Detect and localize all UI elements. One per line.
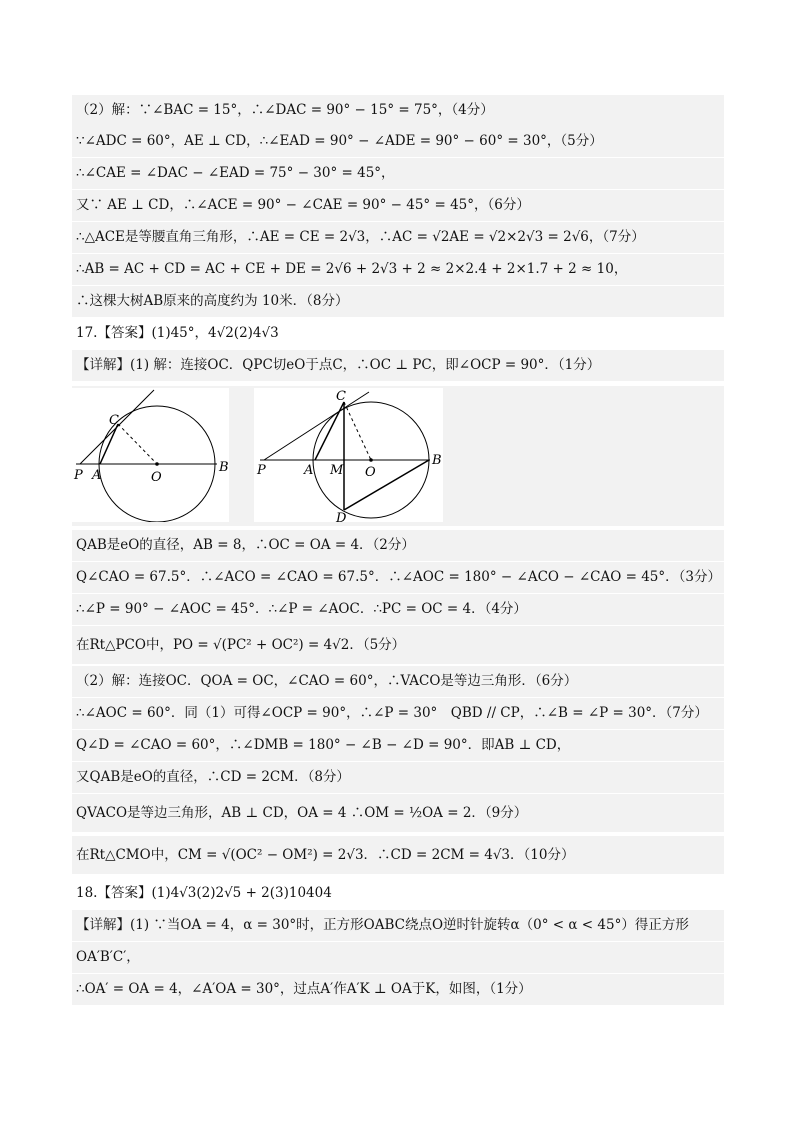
- label-b: B: [432, 453, 442, 468]
- text-line: OA′B′C′，: [72, 942, 724, 973]
- text-line: 又∵ AE ⊥ CD，∴∠ACE = 90° − ∠CAE = 90° − 45° = 45°，（6分）: [72, 190, 724, 221]
- text-line: QAB是eO的直径，AB = 8，∴OC = OA = 4．（2分）: [72, 530, 724, 561]
- text-line: ∴∠CAE = ∠DAC − ∠EAD = 75° − 30° = 45°，: [72, 158, 724, 189]
- answer-heading-18: 18.【答案】(1)4√3(2)2√5 + 2(3)10404: [72, 878, 724, 909]
- text-line: Q∠D = ∠CAO = 60°，∴∠DMB = 180° − ∠B − ∠D = 90°．即AB ⊥ CD，: [72, 730, 724, 761]
- label-m: M: [330, 463, 344, 478]
- text-line: （2）解：连接OC．QOA = OC，∠CAO = 60°，∴VACO是等边三角形．（6分）: [72, 666, 724, 697]
- label-a: A: [304, 463, 314, 478]
- text-line: ∴这棵大树AB原来的高度约为 10米．（8分）: [72, 286, 724, 317]
- text-line: 【详解】(1) 解：连接OC．QPC切eO于点C，∴OC ⊥ PC，即∠OCP = 90°．（1分）: [72, 350, 724, 381]
- label-c: C: [109, 413, 119, 428]
- label-o: O: [151, 470, 162, 485]
- figure-area: [72, 386, 724, 526]
- text-line: ∵∠ADC = 60°，AE ⊥ CD，∴∠EAD = 90° − ∠ADE = 90° − 60° = 30°，（5分）: [72, 126, 724, 157]
- text-line: ∴AB = AC + CD = AC + CE + DE = 2√6 + 2√3 + 2 ≈ 2×2.4 + 2×1.7 + 2 ≈ 10，: [72, 254, 724, 285]
- text-line: ∴∠AOC = 60°．同（1）可得∠OCP = 90°，∴∠P = 30° QBD // CP，∴∠B = ∠P = 30°．（7分）: [72, 698, 724, 729]
- figure-2: [254, 388, 443, 522]
- text-line: 在Rt△PCO中，PO = √(PC² + OC²) = 4√2．（5分）: [72, 626, 724, 664]
- label-p: P: [257, 463, 266, 478]
- text-line: ∴△ACE是等腰直角三角形，∴AE = CE = 2√3，∴AC = √2AE = √2×2√3 = 2√6，（7分）: [72, 222, 724, 253]
- text-line: （2）解：∵∠BAC = 15°，∴∠DAC = 90° − 15° = 75°，（4分）: [72, 95, 724, 126]
- figure-1: [72, 388, 229, 522]
- label-o: O: [365, 465, 376, 480]
- text-line: 在Rt△CMO中，CM = √(OC² − OM²) = 2√3．∴CD = 2CM = 4√3．（10分）: [72, 836, 724, 874]
- label-a: A: [92, 468, 102, 483]
- label-p: P: [74, 468, 83, 483]
- label-c: C: [336, 389, 346, 404]
- text-line: Q∠CAO = 67.5°．∴∠ACO = ∠CAO = 67.5°．∴∠AOC = 180° − ∠ACO − ∠CAO = 45°．（3分）: [72, 562, 724, 593]
- label-d: D: [336, 511, 347, 522]
- text-line: QVACO是等边三角形，AB ⊥ CD，OA = 4 ∴OM = ½OA = 2．（9分）: [72, 794, 724, 832]
- text-line: ∴∠P = 90° − ∠AOC = 45°．∴∠P = ∠AOC．∴PC = OC = 4．（4分）: [72, 594, 724, 625]
- text-line: ∴OA′ = OA = 4，∠A′OA = 30°，过点A′作A′K ⊥ OA于K，如图，（1分）: [72, 974, 724, 1005]
- text-line: 又QAB是eO的直径，∴CD = 2CM．（8分）: [72, 762, 724, 793]
- text-line: 【详解】(1) ∵当OA = 4，α = 30°时，正方形OABC绕点O逆时针旋转α（0° < α < 45°）得正方形: [72, 910, 724, 941]
- label-b: B: [219, 460, 229, 475]
- answer-heading-17: 17.【答案】(1)45°，4√2(2)4√3: [72, 318, 724, 349]
